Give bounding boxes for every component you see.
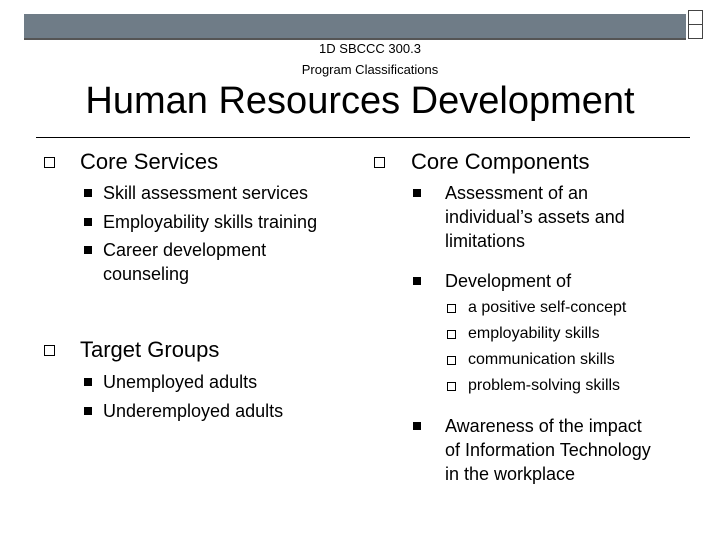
page-title: Human Resources Development (85, 80, 635, 122)
core-services-item-continued: counseling (103, 264, 190, 284)
component-assessment-line: Assessment of an (445, 183, 589, 203)
square-bullet-icon (84, 218, 92, 226)
hollow-square-sub-bullet-icon (447, 356, 456, 365)
subtitle-line-2: Program Classifications (301, 62, 439, 77)
square-bullet-icon (413, 189, 421, 197)
development-subitem: a positive self-concept (468, 299, 627, 316)
target-groups-item: Unemployed adults (103, 372, 258, 392)
top-bar (24, 14, 686, 40)
square-bullet-icon (84, 189, 92, 197)
corner-square-icon (688, 24, 703, 39)
core-components-heading: Core Components (411, 149, 590, 174)
core-services-item: Career development (103, 240, 267, 260)
development-subitem: problem-solving skills (468, 377, 621, 394)
component-assessment-line: individual’s assets and (445, 207, 625, 227)
hollow-square-bullet-icon (374, 157, 385, 168)
hollow-square-sub-bullet-icon (447, 382, 456, 391)
core-services-heading: Core Services (80, 149, 219, 174)
development-subitem: communication skills (468, 351, 615, 368)
square-bullet-icon (413, 277, 421, 285)
square-bullet-icon (84, 246, 92, 254)
component-awareness-line: of Information Technology (445, 440, 651, 460)
square-bullet-icon (413, 422, 421, 430)
square-bullet-icon (84, 407, 92, 415)
target-groups-heading: Target Groups (80, 337, 220, 362)
subtitle-line-1: 1D SBCCC 300.3 (319, 41, 421, 56)
square-bullet-icon (84, 378, 92, 386)
hollow-square-bullet-icon (44, 345, 55, 356)
hollow-square-sub-bullet-icon (447, 330, 456, 339)
component-awareness-line: Awareness of the impact (445, 416, 642, 436)
hollow-square-bullet-icon (44, 157, 55, 168)
development-subitem: employability skills (468, 325, 600, 342)
target-groups-item: Underemployed adults (103, 401, 284, 421)
component-development: Development of (445, 271, 572, 291)
core-services-item: Skill assessment services (103, 183, 309, 203)
component-assessment-line: limitations (445, 231, 526, 251)
component-awareness-line: in the workplace (445, 464, 576, 484)
corner-square-icon (688, 10, 703, 25)
core-services-item: Employability skills training (103, 212, 318, 232)
hollow-square-sub-bullet-icon (447, 304, 456, 313)
title-divider (36, 137, 690, 138)
